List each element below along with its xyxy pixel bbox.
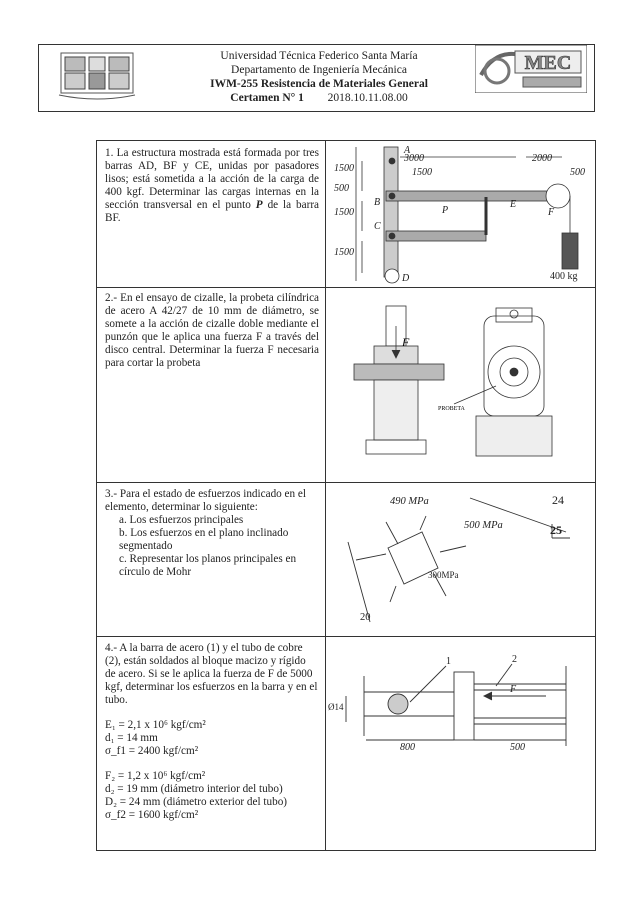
q3-stress-300: 300MPa [428,570,459,580]
q1-dim-1500-c: 1500 [334,207,354,218]
q4-s1: σ_f1 = 2400 kgf/cm² [105,745,199,757]
q1-load-label: 400 kg [550,271,578,282]
q4-length-500: 500 [510,742,525,753]
university-seal [57,51,137,103]
q3-item-b: b. Los esfuerzos en el plano inclinado segmentado [119,527,289,552]
q1-figure [326,141,595,287]
mec-logo [475,45,587,93]
q1-label-d: D [402,273,410,284]
q1-label-b: B [374,197,381,208]
q2-force-label: F [402,335,410,349]
q1-label-p: P [442,205,449,216]
q3-item-c: c. Representar los planos principales en círculo de Mohr [119,553,297,578]
q1-dim-1500-d: 1500 [334,247,354,258]
q2-text: 2.- En el ensayo de cizalle, la probeta cilíndrica de acero A 42/27 de 10 mm de diámetro, se somete a la acción de cizalle doble mediante el punzón que le aplica una fuerza F a través del disco central. Determinar la fuerza F necesaria para cortar la probeta [105,292,319,369]
q4-force-label: F [510,684,517,695]
q3-intro: 3.- Para el estado de esfuerzos indicado en el elemento, determinar lo siguiente: [105,488,306,513]
q1-dim-1500-b: 1500 [412,167,432,178]
exam-date: 2018.10.11.08.00 [327,92,408,104]
q2-figure [326,286,595,482]
q3-note-24: 24 [552,493,564,507]
q4-s2: σ_f2 = 1600 kgf/cm² [105,809,199,821]
q4-text: 4.- A la barra de acero (1) y el tubo de cobre (2), están soldados al bloque macizo y rígido de acero. Si se le aplica la fuerza de F de 5000 kgf, determinar los esfuerzos en la barra y en el tubo. [105,642,318,706]
q2-specimen-label: PROBETA [438,406,465,412]
question-3-row [96,482,596,637]
q4-diameter: Ø14 [328,702,344,712]
q1-label-c: C [374,221,381,232]
university-name: Universidad Técnica Federico Santa María [220,50,418,62]
question-1-row [96,140,596,288]
q3-angle: 20 [360,612,371,623]
q1-dim-2000: 2000 [532,153,552,164]
q4-e2: F₂ = 1,2 x 10⁶ kgf/cm² [105,770,206,782]
q1-text-end: de la barra BF. [105,199,320,224]
q1-label-a: A [404,145,411,156]
department-name: Departamento de Ingeniería Mecánica [231,64,407,76]
q1-text: 1. La estructura mostrada está formada por tres barras AD, BF y CE, unidas por pasadores lisos; está sometida a la acción de la carga de 400 kgf. Determinar las cargas internas en la sección transversal en el punto [105,147,319,211]
q3-note-25: 25 [550,523,562,537]
q1-point-label: P [255,199,263,211]
q3-item-a: a. Los esfuerzos principales [119,514,244,526]
q3-figure [326,482,595,636]
q1-label-e: E [510,199,517,210]
q4-e1: E₁ = 2,1 x 10⁶ kgf/cm² [105,719,206,731]
q4-figure [326,636,595,850]
q4-label-1: 1 [446,656,451,667]
question-4-row [96,636,596,851]
q1-dim-1500-a: 1500 [334,163,354,174]
exam-number: Certamen N° 1 [230,92,304,104]
mec-logo-text: MEC [524,52,572,74]
course-title: IWM-255 Resistencia de Materiales General [210,78,428,90]
q1-radius: 500 [570,167,585,178]
q4-D2: D₂ = 24 mm (diámetro exterior del tubo) [105,796,288,808]
q4-length-800: 800 [400,742,415,753]
q3-stress-500: 500 MPa [464,520,503,531]
exam-header [38,44,595,112]
q4-label-2: 2 [512,654,517,665]
q1-label-f: F [548,207,555,218]
question-2-row [96,286,596,483]
q4-d1: d₁ = 14 mm [105,732,158,744]
q1-dim-500: 500 [334,183,349,194]
q4-d2: d₂ = 19 mm (diámetro interior del tubo) [105,783,283,795]
q1-dim-3000: 3000 [404,153,424,164]
q3-stress-490: 490 MPa [390,496,429,507]
